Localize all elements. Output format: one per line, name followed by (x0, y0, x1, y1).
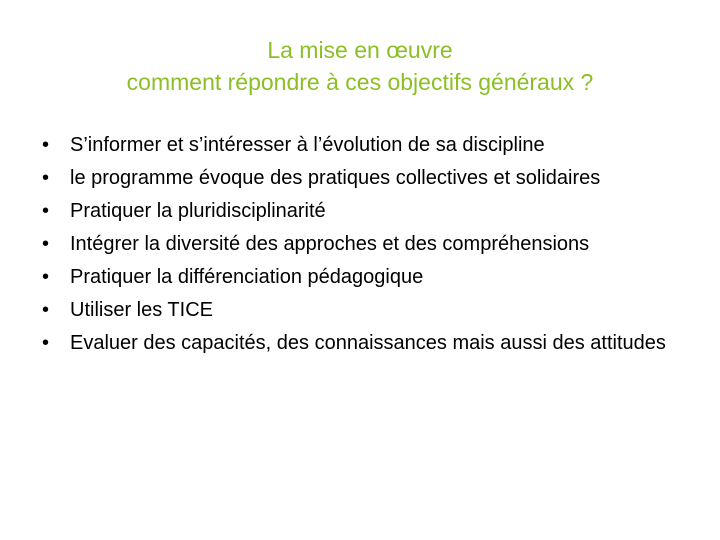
bullet-icon: • (42, 134, 50, 156)
list-item (42, 262, 682, 292)
title-line-2: comment répondre à ces objectifs généraux ? (126, 69, 594, 95)
list-item (42, 229, 682, 259)
list-item-text: Utiliser les TICE (70, 299, 213, 321)
bullet-icon: • (42, 332, 50, 354)
title-line-1: La mise en œuvre (267, 37, 453, 63)
list-item (42, 196, 682, 226)
list-item-text: Intégrer la diversité des approches et des compréhensions (70, 233, 590, 255)
bullet-icon: • (42, 200, 50, 222)
slide-title (20, 34, 700, 98)
list-item-text: le programme évoque des pratiques collectives et solidaires (70, 167, 601, 189)
bullet-icon: • (42, 266, 50, 288)
bullet-icon: • (42, 233, 50, 255)
list-item-text: Pratiquer la pluridisciplinarité (70, 200, 326, 222)
bullet-icon: • (42, 299, 50, 321)
list-item (42, 295, 682, 325)
list-item-text: Pratiquer la différenciation pédagogique (70, 266, 424, 288)
list-item (42, 130, 682, 160)
list-item-text: S’informer et s’intéresser à l’évolution de sa discipline (70, 134, 545, 156)
list-item (42, 328, 682, 358)
list-item-text: Evaluer des capacités, des connaissances mais aussi des attitudes (70, 332, 666, 354)
list-item (42, 163, 682, 193)
bullet-icon: • (42, 167, 50, 189)
bullet-list (42, 130, 682, 361)
